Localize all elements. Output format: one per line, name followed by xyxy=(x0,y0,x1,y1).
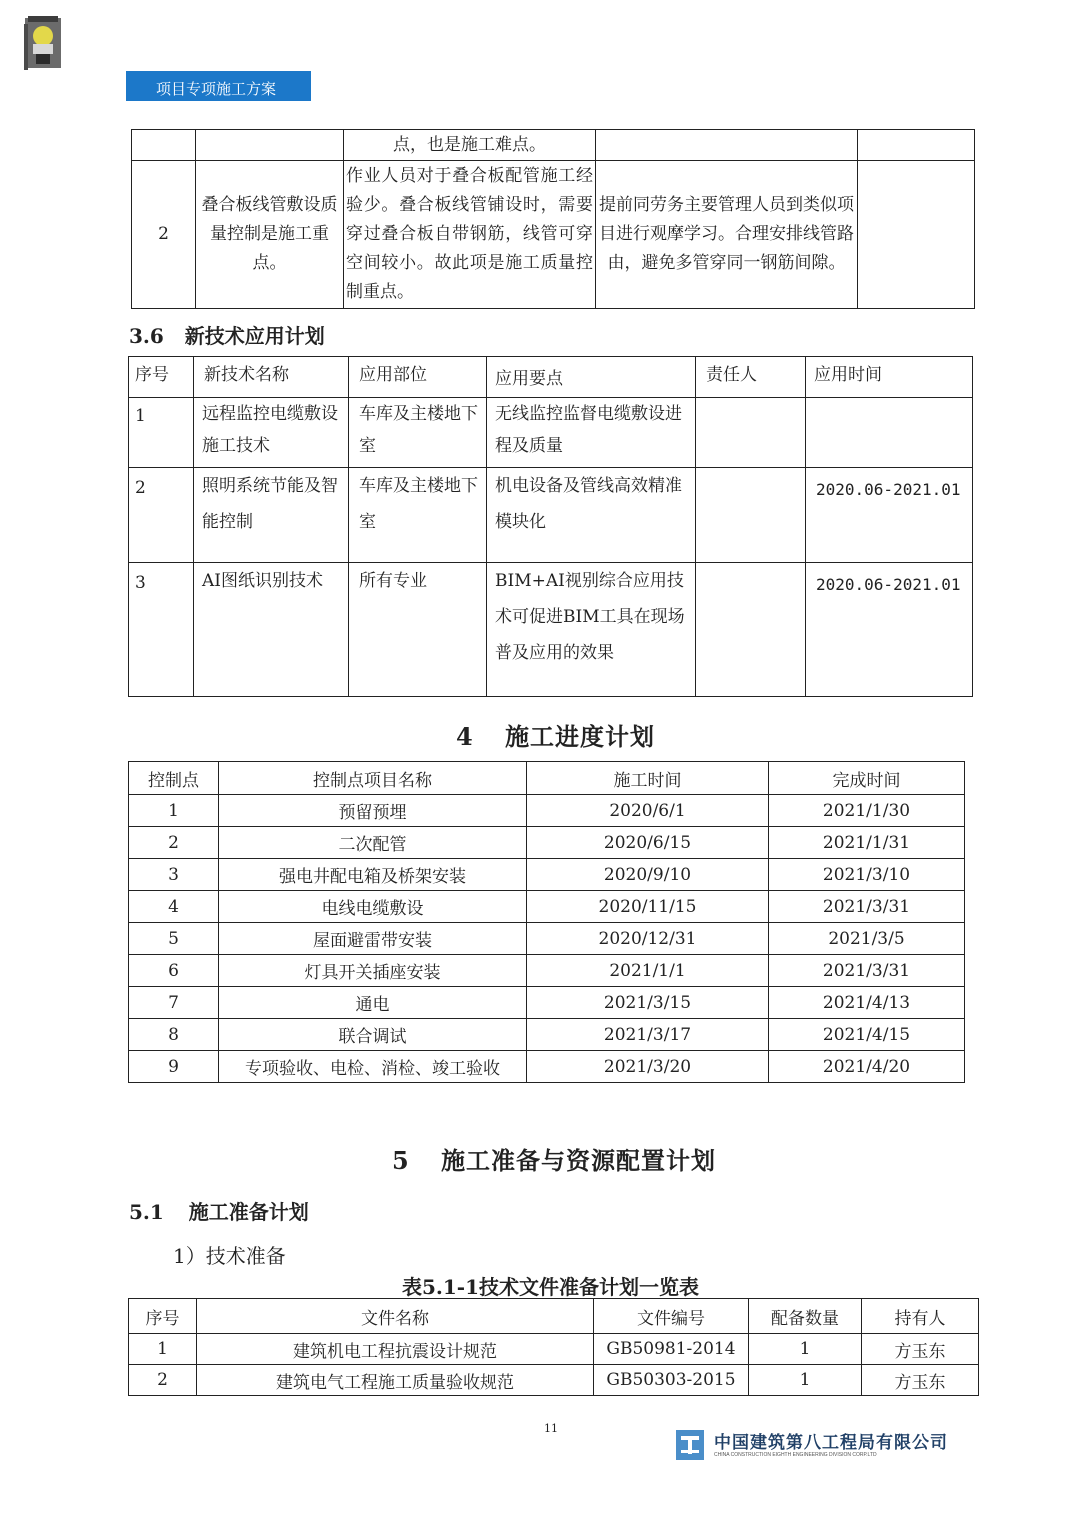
col-header: 施工时间 xyxy=(527,762,769,795)
subsection-label: 1）技术准备 xyxy=(173,1244,286,1268)
schedule-start: 2020/6/1 xyxy=(527,795,769,827)
table-header-row xyxy=(129,357,973,398)
risk-table xyxy=(131,129,975,309)
schedule-no: 1 xyxy=(129,795,219,827)
table-row xyxy=(129,859,965,891)
col-header: 应用部位 xyxy=(349,357,487,398)
table-row xyxy=(129,563,973,697)
tech-owner xyxy=(696,468,806,563)
tech-part: 所有专业 xyxy=(349,563,487,697)
table-row xyxy=(129,468,973,563)
schedule-no: 5 xyxy=(129,923,219,955)
tech-point: BIM+AI视别综合应用技术可促进BIM工具在现场普及应用的效果 xyxy=(487,563,696,697)
doc-no: 2 xyxy=(129,1365,197,1396)
company-name-en: CHINA CONSTRUCTION EIGHTH ENGINEERING DIVISION CORP.LTD xyxy=(714,1452,877,1458)
tech-part: 车库及主楼地下室 xyxy=(349,398,487,468)
tech-name: 照明系统节能及智能控制 xyxy=(194,468,349,563)
tech-time xyxy=(806,398,973,468)
table-row xyxy=(129,1365,979,1396)
doc-qty: 1 xyxy=(749,1365,862,1396)
section-title: 施工进度计划 xyxy=(505,722,656,751)
table-row xyxy=(129,398,973,468)
table-row xyxy=(129,955,965,987)
schedule-end: 2021/4/13 xyxy=(769,987,965,1019)
risk-no: 2 xyxy=(132,161,196,309)
company-footer-logo xyxy=(676,1428,976,1462)
doc-code: GB50303-2015 xyxy=(594,1365,749,1396)
tech-time: 2020.06-2021.01 xyxy=(806,468,973,563)
schedule-start: 2020/12/31 xyxy=(527,923,769,955)
document-header-tag: 项目专项施工方案 xyxy=(126,71,311,101)
table-header-row xyxy=(129,762,965,795)
schedule-end: 2021/4/20 xyxy=(769,1051,965,1083)
schedule-name: 强电井配电箱及桥架安装 xyxy=(219,859,527,891)
new-tech-table xyxy=(128,356,973,697)
section-4-heading xyxy=(456,717,655,752)
schedule-name: 专项验收、电检、消检、竣工验收 xyxy=(219,1051,527,1083)
schedule-name: 预留预埋 xyxy=(219,795,527,827)
col-header: 持有人 xyxy=(862,1299,979,1334)
col-header: 新技术名称 xyxy=(194,357,349,398)
section-5-1-heading xyxy=(129,1196,309,1225)
schedule-no: 7 xyxy=(129,987,219,1019)
company-emblem-icon xyxy=(676,1430,704,1460)
col-header: 责任人 xyxy=(696,357,806,398)
schedule-table xyxy=(128,761,965,1083)
schedule-name: 灯具开关插座安装 xyxy=(219,955,527,987)
table-header-row xyxy=(129,1299,979,1334)
section-5-heading xyxy=(392,1141,716,1176)
schedule-no: 6 xyxy=(129,955,219,987)
table-row xyxy=(129,1051,965,1083)
doc-holder: 方玉东 xyxy=(862,1365,979,1396)
schedule-start: 2021/3/15 xyxy=(527,987,769,1019)
col-header: 控制点项目名称 xyxy=(219,762,527,795)
table-row xyxy=(132,130,975,161)
col-header: 应用要点 xyxy=(487,357,696,398)
schedule-end: 2021/1/31 xyxy=(769,827,965,859)
schedule-name: 联合调试 xyxy=(219,1019,527,1051)
doc-name: 建筑机电工程抗震设计规范 xyxy=(197,1334,594,1365)
table-row xyxy=(129,827,965,859)
table-row xyxy=(129,795,965,827)
table-caption: 表5.1-1技术文件准备计划一览表 xyxy=(402,1275,700,1299)
schedule-name: 电线电缆敷设 xyxy=(219,891,527,923)
col-header: 配备数量 xyxy=(749,1299,862,1334)
risk-measure xyxy=(596,130,858,161)
risk-item: 叠合板线管敷设质量控制是施工重点。 xyxy=(196,161,344,309)
schedule-start: 2020/11/15 xyxy=(527,891,769,923)
schedule-start: 2020/9/10 xyxy=(527,859,769,891)
tech-no: 2 xyxy=(129,468,194,563)
risk-note xyxy=(858,161,975,309)
schedule-start: 2021/3/20 xyxy=(527,1051,769,1083)
tech-part: 车库及主楼地下室 xyxy=(349,468,487,563)
tech-name: AI图纸识别技术 xyxy=(194,563,349,697)
tech-docs-table xyxy=(128,1298,979,1396)
page-number: 11 xyxy=(544,1422,558,1435)
section-number: 4 xyxy=(456,722,474,751)
schedule-end: 2021/3/31 xyxy=(769,891,965,923)
schedule-no: 3 xyxy=(129,859,219,891)
risk-note xyxy=(858,130,975,161)
section-3-6-heading xyxy=(129,320,325,349)
schedule-end: 2021/3/10 xyxy=(769,859,965,891)
col-header: 序号 xyxy=(129,1299,197,1334)
doc-no: 1 xyxy=(129,1334,197,1365)
schedule-end: 2021/3/31 xyxy=(769,955,965,987)
doc-holder: 方玉东 xyxy=(862,1334,979,1365)
tech-no: 3 xyxy=(129,563,194,697)
table-row xyxy=(132,161,975,309)
header-underline xyxy=(126,99,311,101)
doc-name: 建筑电气工程施工质量验收规范 xyxy=(197,1365,594,1396)
schedule-name: 通电 xyxy=(219,987,527,1019)
schedule-end: 2021/1/30 xyxy=(769,795,965,827)
schedule-no: 9 xyxy=(129,1051,219,1083)
doc-code: GB50981-2014 xyxy=(594,1334,749,1365)
tech-owner xyxy=(696,563,806,697)
company-logo-icon xyxy=(22,14,64,72)
schedule-name: 屋面避雷带安装 xyxy=(219,923,527,955)
company-name: 中国建筑第八工程局有限公司 xyxy=(714,1433,948,1453)
doc-qty: 1 xyxy=(749,1334,862,1365)
section-number: 3.6 xyxy=(129,324,164,348)
tech-time: 2020.06-2021.01 xyxy=(806,563,973,697)
section-number: 5 xyxy=(392,1146,410,1175)
schedule-start: 2021/1/1 xyxy=(527,955,769,987)
col-header: 序号 xyxy=(129,357,194,398)
table-row xyxy=(129,1019,965,1051)
col-header: 应用时间 xyxy=(806,357,973,398)
schedule-start: 2020/6/15 xyxy=(527,827,769,859)
schedule-no: 2 xyxy=(129,827,219,859)
schedule-start: 2021/3/17 xyxy=(527,1019,769,1051)
col-header: 控制点 xyxy=(129,762,219,795)
section-title: 新技术应用计划 xyxy=(184,324,325,348)
tech-point: 无线监控监督电缆敷设进程及质量 xyxy=(487,398,696,468)
tech-owner xyxy=(696,398,806,468)
schedule-end: 2021/4/15 xyxy=(769,1019,965,1051)
tech-name: 远程监控电缆敷设施工技术 xyxy=(194,398,349,468)
table-row xyxy=(129,1334,979,1365)
schedule-no: 4 xyxy=(129,891,219,923)
tech-no: 1 xyxy=(129,398,194,468)
tech-point: 机电设备及管线高效精准模块化 xyxy=(487,468,696,563)
risk-reason: 点，也是施工难点。 xyxy=(344,130,596,161)
risk-no xyxy=(132,130,196,161)
schedule-no: 8 xyxy=(129,1019,219,1051)
schedule-end: 2021/3/5 xyxy=(769,923,965,955)
table-row xyxy=(129,923,965,955)
col-header: 文件编号 xyxy=(594,1299,749,1334)
table-row xyxy=(129,987,965,1019)
section-number: 5.1 xyxy=(129,1200,164,1224)
section-title: 施工准备与资源配置计划 xyxy=(441,1146,717,1175)
risk-item xyxy=(196,130,344,161)
section-title: 施工准备计划 xyxy=(188,1200,309,1224)
risk-reason: 作业人员对于叠合板配管施工经验少。叠合板线管铺设时，需要穿过叠合板自带钢筋，线管可穿空间较小。故此项是施工质量控制重点。 xyxy=(344,161,596,309)
col-header: 文件名称 xyxy=(197,1299,594,1334)
schedule-name: 二次配管 xyxy=(219,827,527,859)
col-header: 完成时间 xyxy=(769,762,965,795)
risk-measure: 提前同劳务主要管理人员到类似项目进行观摩学习。合理安排线管路由，避免多管穿同一钢筋间隙。 xyxy=(596,161,858,309)
table-row xyxy=(129,891,965,923)
